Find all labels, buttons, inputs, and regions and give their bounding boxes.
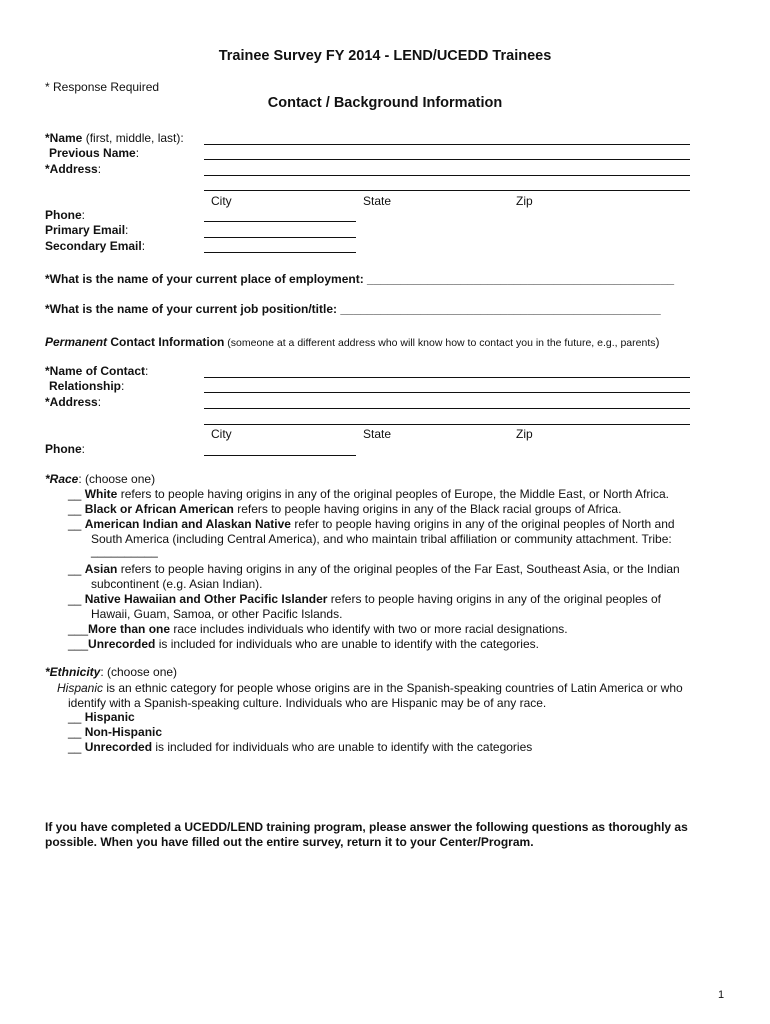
phone-label: Phone: xyxy=(45,208,86,222)
phone-field[interactable] xyxy=(204,221,356,222)
race-heading: *Race: (choose one) xyxy=(45,472,156,486)
section-title: Contact / Background Information xyxy=(267,95,503,111)
address-label: *Address: xyxy=(45,162,102,176)
race-native-hawaiian-desc: Hawaii, Guam, Samoa, or other Pacific Islands. xyxy=(91,607,343,621)
race-option-more-than-one[interactable]: ___More than one race includes individuals who identify with two or more racial designations. xyxy=(68,622,568,636)
permanent-address-field-line-2[interactable] xyxy=(204,424,690,425)
tribe-field[interactable]: __________ xyxy=(91,544,158,558)
race-option-native-hawaiian[interactable]: __ Native Hawaiian and Other Pacific Islander refers to people having origins in any of the original peoples of xyxy=(68,592,661,606)
secondary-email-label: Secondary Email: xyxy=(45,239,146,253)
race-asian-desc: subcontinent (e.g. Asian Indian). xyxy=(91,577,263,591)
response-required-note: * Response Required xyxy=(45,80,160,94)
page-number: 1 xyxy=(718,989,725,1001)
permanent-state-caption: State xyxy=(363,427,392,441)
race-option-white[interactable]: __ White refers to people having origins in any of the original peoples of Europe, the Middle East, or North Africa. xyxy=(68,487,670,501)
ethnicity-option-hispanic[interactable]: __ Hispanic xyxy=(68,710,135,724)
permanent-phone-label: Phone: xyxy=(45,442,86,456)
permanent-address-field-line-1[interactable] xyxy=(204,408,690,409)
race-option-american-indian[interactable]: __ American Indian and Alaskan Native refer to people having origins in any of the original peoples of North and xyxy=(68,517,675,531)
ethnicity-option-non-hispanic[interactable]: __ Non-Hispanic xyxy=(68,725,163,739)
previous-name-label: Previous Name: xyxy=(49,146,140,160)
race-option-unrecorded[interactable]: ___Unrecorded is included for individuals who are unable to identify with the categories. xyxy=(68,637,539,651)
contact-name-field[interactable] xyxy=(204,377,690,378)
race-option-asian[interactable]: __ Asian refers to people having origins in any of the original peoples of the Far East, Southeast Asia, or the Indian xyxy=(68,562,680,576)
address-field-line-2[interactable] xyxy=(204,190,690,191)
contact-name-label: *Name of Contact: xyxy=(45,364,149,378)
name-label: *Name (first, middle, last): xyxy=(45,131,184,145)
ethnicity-desc-2: identify with a Spanish-speaking culture. Individuals who are Hispanic may be of any race. xyxy=(68,696,547,710)
ethnicity-desc: Hispanic is an ethnic category for people whose origins are in the Spanish-speaking countries of Latin America or who xyxy=(57,681,683,695)
ethnicity-heading: *Ethnicity: (choose one) xyxy=(45,665,178,679)
name-field[interactable] xyxy=(204,144,690,145)
state-caption: State xyxy=(363,194,392,208)
employment-place-question[interactable]: *What is the name of your current place of employment: ______________________________________________ xyxy=(45,272,675,286)
race-american-indian-desc: South America (including Central America), and who maintain tribal affiliation or community attachment. Tribe: xyxy=(91,532,672,546)
page-title: Trainee Survey FY 2014 - LEND/UCEDD Trainees xyxy=(218,48,552,64)
address-field-line-1[interactable] xyxy=(204,175,690,176)
permanent-zip-caption: Zip xyxy=(516,427,533,441)
secondary-email-field[interactable] xyxy=(204,252,356,253)
primary-email-label: Primary Email: xyxy=(45,223,129,237)
race-option-black[interactable]: __ Black or African American refers to people having origins in any of the Black racial groups of Africa. xyxy=(68,502,622,516)
permanent-phone-field[interactable] xyxy=(204,455,356,456)
relationship-label: Relationship: xyxy=(49,379,125,393)
city-caption: City xyxy=(211,194,232,208)
job-title-question[interactable]: *What is the name of your current job position/title: ________________________________________________ xyxy=(45,302,661,316)
primary-email-field[interactable] xyxy=(204,237,356,238)
permanent-contact-heading: Permanent Contact Information (someone at a different address who will know how to contact you in the future, e.g., parents) xyxy=(45,335,660,349)
relationship-field[interactable] xyxy=(204,392,690,393)
instructions-line-2: possible. When you have filled out the entire survey, return it to your Center/Program. xyxy=(45,835,534,849)
previous-name-field[interactable] xyxy=(204,159,690,160)
instructions-line-1: If you have completed a UCEDD/LEND training program, please answer the following questions as thoroughly as xyxy=(45,820,688,834)
permanent-address-label: *Address: xyxy=(45,395,102,409)
ethnicity-option-unrecorded[interactable]: __ Unrecorded is included for individuals who are unable to identify with the categories xyxy=(68,740,533,754)
permanent-city-caption: City xyxy=(211,427,232,441)
zip-caption: Zip xyxy=(516,194,533,208)
